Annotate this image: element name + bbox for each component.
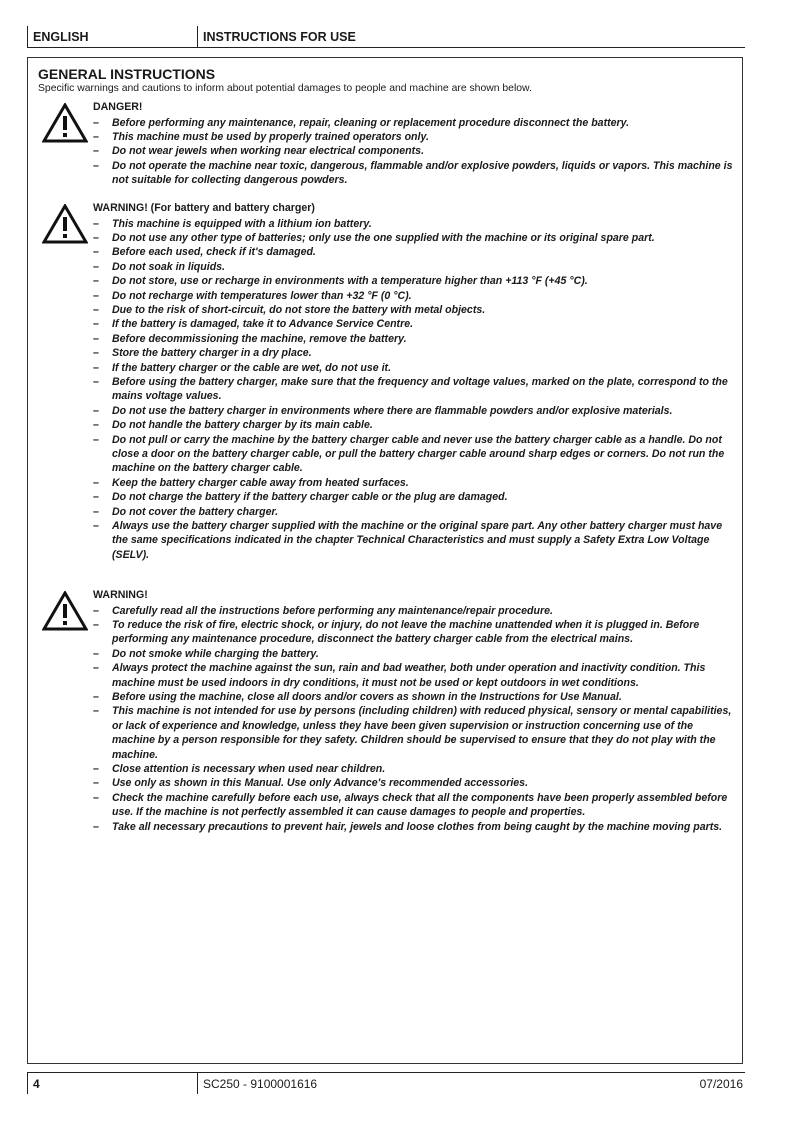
list-item: – Take all necessary precautions to prevent hair, jewels and loose clothes from being caught by the machine moving parts. [93,820,723,833]
list-item: – Before using the machine, close all doors and/or covers as shown in the Instructions for Use Manual. [93,690,622,703]
list-item: – Do not smoke while charging the battery. [93,647,319,660]
list-item: – Do not handle the battery charger by its main cable. [93,419,373,432]
header-divider [197,26,198,48]
list-item: – Do not use the battery charger in environments where there are flammable powders and/or explosive materials. [93,404,673,417]
footer-divider [197,1072,198,1094]
warning-triangle-icon [42,591,88,631]
footer-left-border [27,1072,28,1094]
list-item: – Always use the battery charger supplied with the machine or the original spare part. Any other battery charger must have the same specifications indicated in the chapter Technical Characteristics and must supply a Safety Extra Low Voltage (SELV). [93,520,723,561]
list-item: – This machine is equipped with a lithium ion battery. [93,217,372,230]
list-item: – Do not operate the machine near toxic, dangerous, flammable and/or explosive powders, liquids or vapors. This machine is not suitable for collecting dangerous powders. [93,159,733,187]
page-subtitle: Specific warnings and cautions to inform about potential damages to people and machine are shown below. [38,83,532,94]
header-language: ENGLISH [33,30,89,44]
battery-warning-list [93,217,733,563]
list-item: – Due to the risk of short-circuit, do not store the battery with metal objects. [93,303,486,316]
list-item: – If the battery is damaged, take it to Advance Service Centre. [93,318,414,331]
warning-triangle-icon [42,103,88,143]
list-item: – Do not cover the battery charger. [93,505,279,518]
page-header [27,26,745,48]
list-item: – Keep the battery charger cable away from heated surfaces. [93,476,409,489]
danger-list [93,116,733,188]
list-item: – If the battery charger or the cable are wet, do not use it. [93,361,392,374]
header-section-title: INSTRUCTIONS FOR USE [203,30,356,44]
list-item: – Do not store, use or recharge in environments with a temperature higher than +113 °F (+45 °C). [93,275,588,288]
list-item: – To reduce the risk of fire, electric shock, or injury, do not leave the machine unattended when it is plugged in. Before performing any maintenance procedure, disconnect the battery charger cable from the electrical mains. [93,618,700,646]
footer-rule [27,1072,745,1073]
header-left-border [27,26,28,48]
header-rule [27,47,745,48]
list-item: – Close attention is necessary when used near children. [93,762,386,775]
battery-warning-title: WARNING! (For battery and battery charger) [93,202,315,214]
list-item: – This machine must be used by properly trained operators only. [93,130,429,143]
list-item: – Before decommissioning the machine, remove the battery. [93,332,407,345]
list-item: – Before performing any maintenance, repair, cleaning or replacement procedure disconnect the battery. [93,116,630,129]
list-item: – Do not charge the battery if the battery charger cable or the plug are damaged. [93,491,508,504]
list-item: – This machine is not intended for use by persons (including children) with reduced physical, sensory or mental capabilities, or lack of experience and knowledge, unless they have been given supervision or instruction concerning use of the machine by a person responsible for they safety. Children should be supervised to ensure that they do not play with the machine. [93,705,732,761]
list-item: – Before using the battery charger, make sure that the frequency and voltage values, marked on the plate, correspond to the mains voltage values. [93,375,728,403]
list-item: – Carefully read all the instructions before performing any maintenance/repair procedure. [93,604,553,617]
page-number: 4 [33,1077,40,1091]
list-item: – Always protect the machine against the sun, rain and bad weather, both under operation and inactivity condition. This machine must be used indoors in dry conditions, it must not be used or kept outdoors in wet conditions. [93,662,706,689]
general-warning-list [93,604,733,835]
list-item: – Before each used, check if it's damaged. [93,246,316,259]
page-footer [27,1072,745,1094]
list-item: – Do not wear jewels when working near electrical components. [93,145,425,158]
danger-title: DANGER! [93,101,143,113]
list-item: – Do not recharge with temperatures lower than +32 °F (0 °C). [93,289,412,302]
list-item: – Do not use any other type of batteries; only use the one supplied with the machine or its original spare part. [93,231,655,244]
list-item: – Use only as shown in this Manual. Use only Advance's recommended accessories. [93,777,529,790]
list-item: – Check the machine carefully before each use, always check that all the components have been properly assembled before use. If the machine is not perfectly assembled it can cause damages to people and properties. [93,791,728,819]
list-item: – Store the battery charger in a dry place. [93,347,312,360]
list-item: – Do not pull or carry the machine by the battery charger cable and never use the battery charger cable as a handle. Do not close a door on the battery charger cable, or pull the battery charger cable around sharp edges or corners. Do not run the machine on the battery charger cable. [93,433,725,475]
list-item: – Do not soak in liquids. [93,260,226,273]
page-title: GENERAL INSTRUCTIONS [38,66,216,82]
general-warning-title: WARNING! [93,589,148,601]
warning-triangle-icon [42,204,88,244]
document-date: 07/2016 [699,1077,743,1091]
model-code: SC250 - 9100001616 [203,1077,318,1091]
